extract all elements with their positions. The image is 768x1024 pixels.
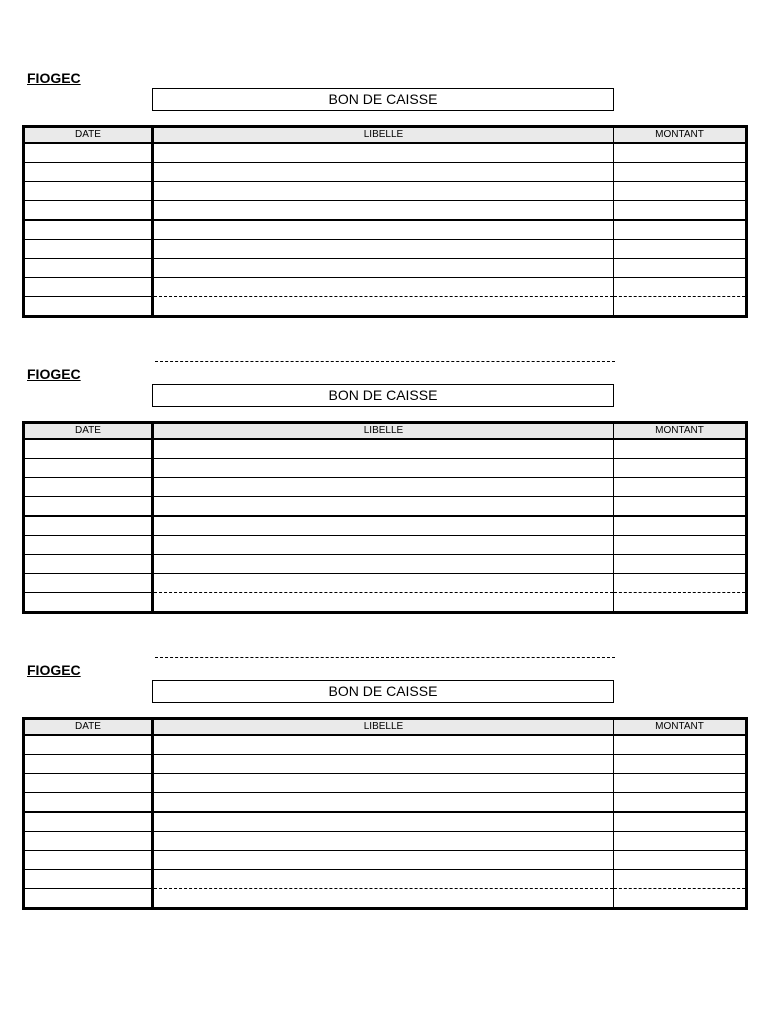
date-cell[interactable] [24,163,153,182]
montant-cell[interactable] [614,240,747,259]
date-cell[interactable] [24,201,153,221]
header-row [24,127,747,144]
libelle-cell[interactable] [153,259,614,278]
libelle-cell[interactable] [153,593,614,613]
date-cell[interactable] [24,478,153,497]
libelle-cell[interactable] [153,297,614,317]
date-cell[interactable] [24,755,153,774]
ledger-table [22,125,748,318]
montant-cell[interactable] [614,278,747,297]
date-cell[interactable] [24,259,153,278]
date-cell[interactable] [24,143,153,163]
date-cell[interactable] [24,278,153,297]
column-header-date: DATE [24,719,153,736]
libelle-cell[interactable] [153,459,614,478]
montant-cell[interactable] [614,735,747,755]
montant-cell[interactable] [614,478,747,497]
voucher-title: BON DE CAISSE [152,680,614,703]
table-row [24,220,747,240]
libelle-cell[interactable] [153,240,614,259]
libelle-cell[interactable] [153,870,614,889]
libelle-cell[interactable] [153,774,614,793]
libelle-cell[interactable] [153,182,614,201]
column-header-montant: MONTANT [614,719,747,736]
date-cell[interactable] [24,439,153,459]
company-name: FIOGEC [27,366,81,382]
date-cell[interactable] [24,182,153,201]
montant-cell[interactable] [614,851,747,870]
date-cell[interactable] [24,516,153,536]
table-row [24,182,747,201]
company-name: FIOGEC [27,662,81,678]
table-row [24,593,747,613]
column-header-date: DATE [24,127,153,144]
table-row [24,259,747,278]
libelle-cell[interactable] [153,201,614,221]
date-cell[interactable] [24,297,153,317]
table-row [24,439,747,459]
date-cell[interactable] [24,497,153,517]
date-cell[interactable] [24,870,153,889]
montant-cell[interactable] [614,755,747,774]
libelle-cell[interactable] [153,497,614,517]
libelle-cell[interactable] [153,516,614,536]
libelle-cell[interactable] [153,735,614,755]
montant-cell[interactable] [614,870,747,889]
montant-cell[interactable] [614,536,747,555]
libelle-cell[interactable] [153,439,614,459]
libelle-cell[interactable] [153,832,614,851]
libelle-cell[interactable] [153,555,614,574]
cut-line [155,657,615,658]
date-cell[interactable] [24,812,153,832]
libelle-cell[interactable] [153,220,614,240]
montant-cell[interactable] [614,497,747,517]
libelle-cell[interactable] [153,851,614,870]
libelle-cell[interactable] [153,812,614,832]
column-header-montant: MONTANT [614,127,747,144]
montant-cell[interactable] [614,259,747,278]
table-row [24,536,747,555]
table-row [24,870,747,889]
montant-cell[interactable] [614,220,747,240]
table-row [24,163,747,182]
date-cell[interactable] [24,793,153,813]
date-cell[interactable] [24,459,153,478]
montant-cell[interactable] [614,143,747,163]
libelle-cell[interactable] [153,278,614,297]
table-row [24,851,747,870]
column-header-libelle: LIBELLE [153,423,614,440]
table-row [24,574,747,593]
montant-cell[interactable] [614,593,747,613]
table-row [24,478,747,497]
table-row [24,812,747,832]
libelle-cell[interactable] [153,755,614,774]
montant-cell[interactable] [614,812,747,832]
montant-cell[interactable] [614,201,747,221]
table-row [24,459,747,478]
libelle-cell[interactable] [153,793,614,813]
date-cell[interactable] [24,555,153,574]
date-cell[interactable] [24,889,153,909]
table-row [24,278,747,297]
table-row [24,240,747,259]
montant-cell[interactable] [614,774,747,793]
montant-cell[interactable] [614,793,747,813]
date-cell[interactable] [24,593,153,613]
montant-cell[interactable] [614,889,747,909]
montant-cell[interactable] [614,439,747,459]
date-cell[interactable] [24,536,153,555]
voucher-title: BON DE CAISSE [152,384,614,407]
company-name: FIOGEC [27,70,81,86]
table-row [24,774,747,793]
table-row [24,832,747,851]
libelle-cell[interactable] [153,478,614,497]
column-header-date: DATE [24,423,153,440]
montant-cell[interactable] [614,297,747,317]
table-row [24,889,747,909]
ledger-table [22,717,748,910]
montant-cell[interactable] [614,832,747,851]
libelle-cell[interactable] [153,536,614,555]
table-row [24,555,747,574]
header-row [24,719,747,736]
table-row [24,793,747,813]
date-cell[interactable] [24,774,153,793]
table-row [24,755,747,774]
header-row [24,423,747,440]
cut-line [155,361,615,362]
table-row [24,735,747,755]
date-cell[interactable] [24,574,153,593]
table-row [24,143,747,163]
date-cell[interactable] [24,240,153,259]
montant-cell[interactable] [614,182,747,201]
libelle-cell[interactable] [153,143,614,163]
libelle-cell[interactable] [153,574,614,593]
montant-cell[interactable] [614,163,747,182]
column-header-libelle: LIBELLE [153,719,614,736]
montant-cell[interactable] [614,459,747,478]
table-row [24,201,747,221]
montant-cell[interactable] [614,555,747,574]
libelle-cell[interactable] [153,163,614,182]
date-cell[interactable] [24,851,153,870]
table-row [24,497,747,517]
ledger-table [22,421,748,614]
date-cell[interactable] [24,220,153,240]
montant-cell[interactable] [614,516,747,536]
column-header-libelle: LIBELLE [153,127,614,144]
voucher-title: BON DE CAISSE [152,88,614,111]
montant-cell[interactable] [614,574,747,593]
date-cell[interactable] [24,832,153,851]
libelle-cell[interactable] [153,889,614,909]
column-header-montant: MONTANT [614,423,747,440]
table-row [24,297,747,317]
table-row [24,516,747,536]
date-cell[interactable] [24,735,153,755]
